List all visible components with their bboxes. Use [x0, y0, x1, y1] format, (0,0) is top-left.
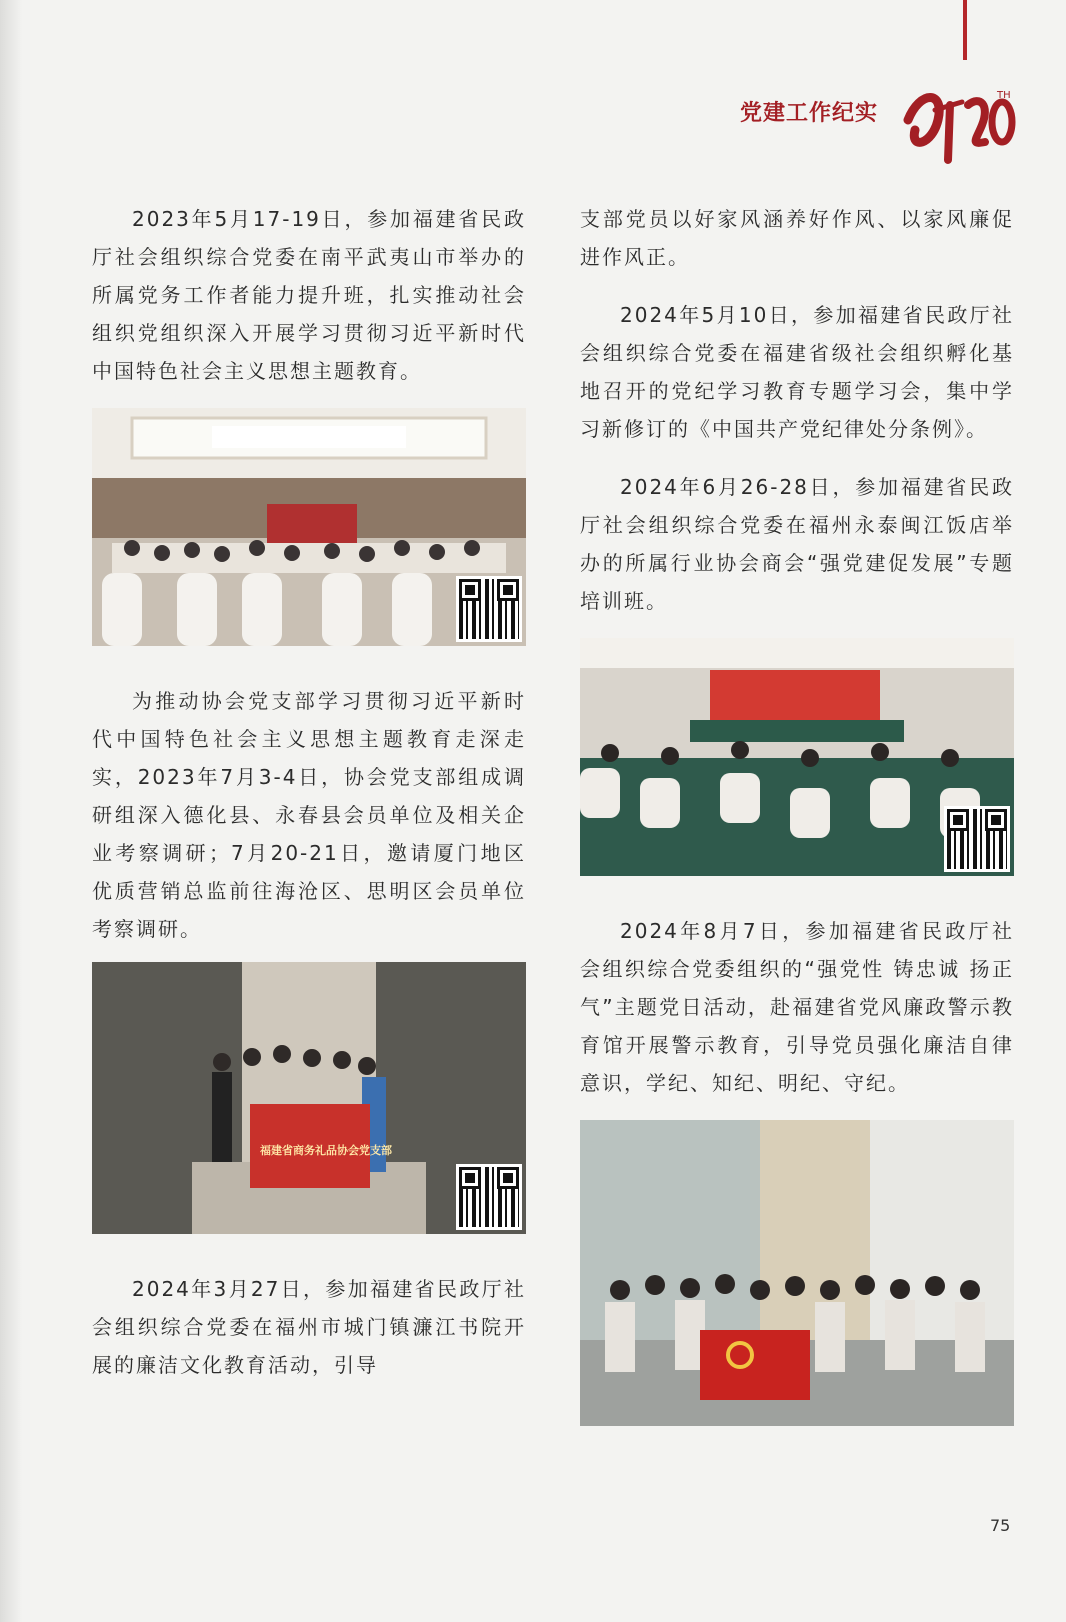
paragraph-2024-march-continued: 支部党员以好家风涵养好作风、以家风廉促进作风正。 [580, 207, 1014, 269]
qr-code-icon [456, 576, 522, 642]
section-title: 党建工作纪实 [740, 100, 879, 126]
left-column [92, 200, 526, 1384]
photo-museum-group [580, 1120, 1014, 1426]
logo-superscript: TH [997, 90, 1011, 101]
paragraph-2024-june: 2024年6月26-28日，参加福建省民政厅社会组织综合党委在福州永泰闽江饭店举办的所属行业协会商会“强党建促发展”专题培训班。 [580, 475, 1014, 613]
qr-code-icon [944, 806, 1010, 872]
page-gutter-shadow [0, 0, 22, 1622]
page-header [700, 0, 1066, 170]
paragraph-2024-may: 2024年5月10日，参加福建省民政厅社会组织综合党委在福建省级社会组织孵化基地召开的党纪学习教育专题学习会，集中学习新修订的《中国共产党纪律处分条例》。 [580, 303, 1014, 441]
qr-code-icon [456, 1164, 522, 1230]
photo-group-staircase [92, 962, 526, 1234]
photo-training-class [580, 638, 1014, 876]
right-column [580, 200, 1014, 1426]
paragraph-2024-august: 2024年8月7日，参加福建省民政厅社会组织综合党委组织的“强党性 铸忠诚 扬正气”主题党日活动，赴福建省党风廉政警示教育馆开展警示教育，引导党员强化廉洁自律意识，学纪、知纪、明纪、守纪。 [580, 919, 1014, 1095]
anniversary-logo-icon [890, 50, 1020, 170]
paragraph-2023-may: 2023年5月17-19日，参加福建省民政厅社会组织综合党委在南平武夷山市举办的所属党务工作者能力提升班，扎实推动社会组织党组织深入开展学习贯彻习近平新时代中国特色社会主义思想主题教育。 [92, 207, 526, 383]
page-number: 75 [990, 1516, 1011, 1535]
paragraph-2023-july: 为推动协会党支部学习贯彻习近平新时代中国特色社会主义思想主题教育走深走实，2023年7月3-4日，协会党支部组成调研组深入德化县、永春县会员单位及相关企业考察调研；7月20-21日，邀请厦门地区优质营销总监前往海沧区、思明区会员单位考察调研。 [92, 689, 526, 941]
banner-text: 福建省商务礼品协会党支部 [260, 1144, 392, 1157]
photo-museum-group-image [580, 1120, 1014, 1426]
photo-training-hall [92, 408, 526, 646]
paragraph-2024-march: 2024年3月27日，参加福建省民政厅社会组织综合党委在福州市城门镇濂江书院开展的廉洁文化教育活动，引导 [92, 1277, 526, 1377]
